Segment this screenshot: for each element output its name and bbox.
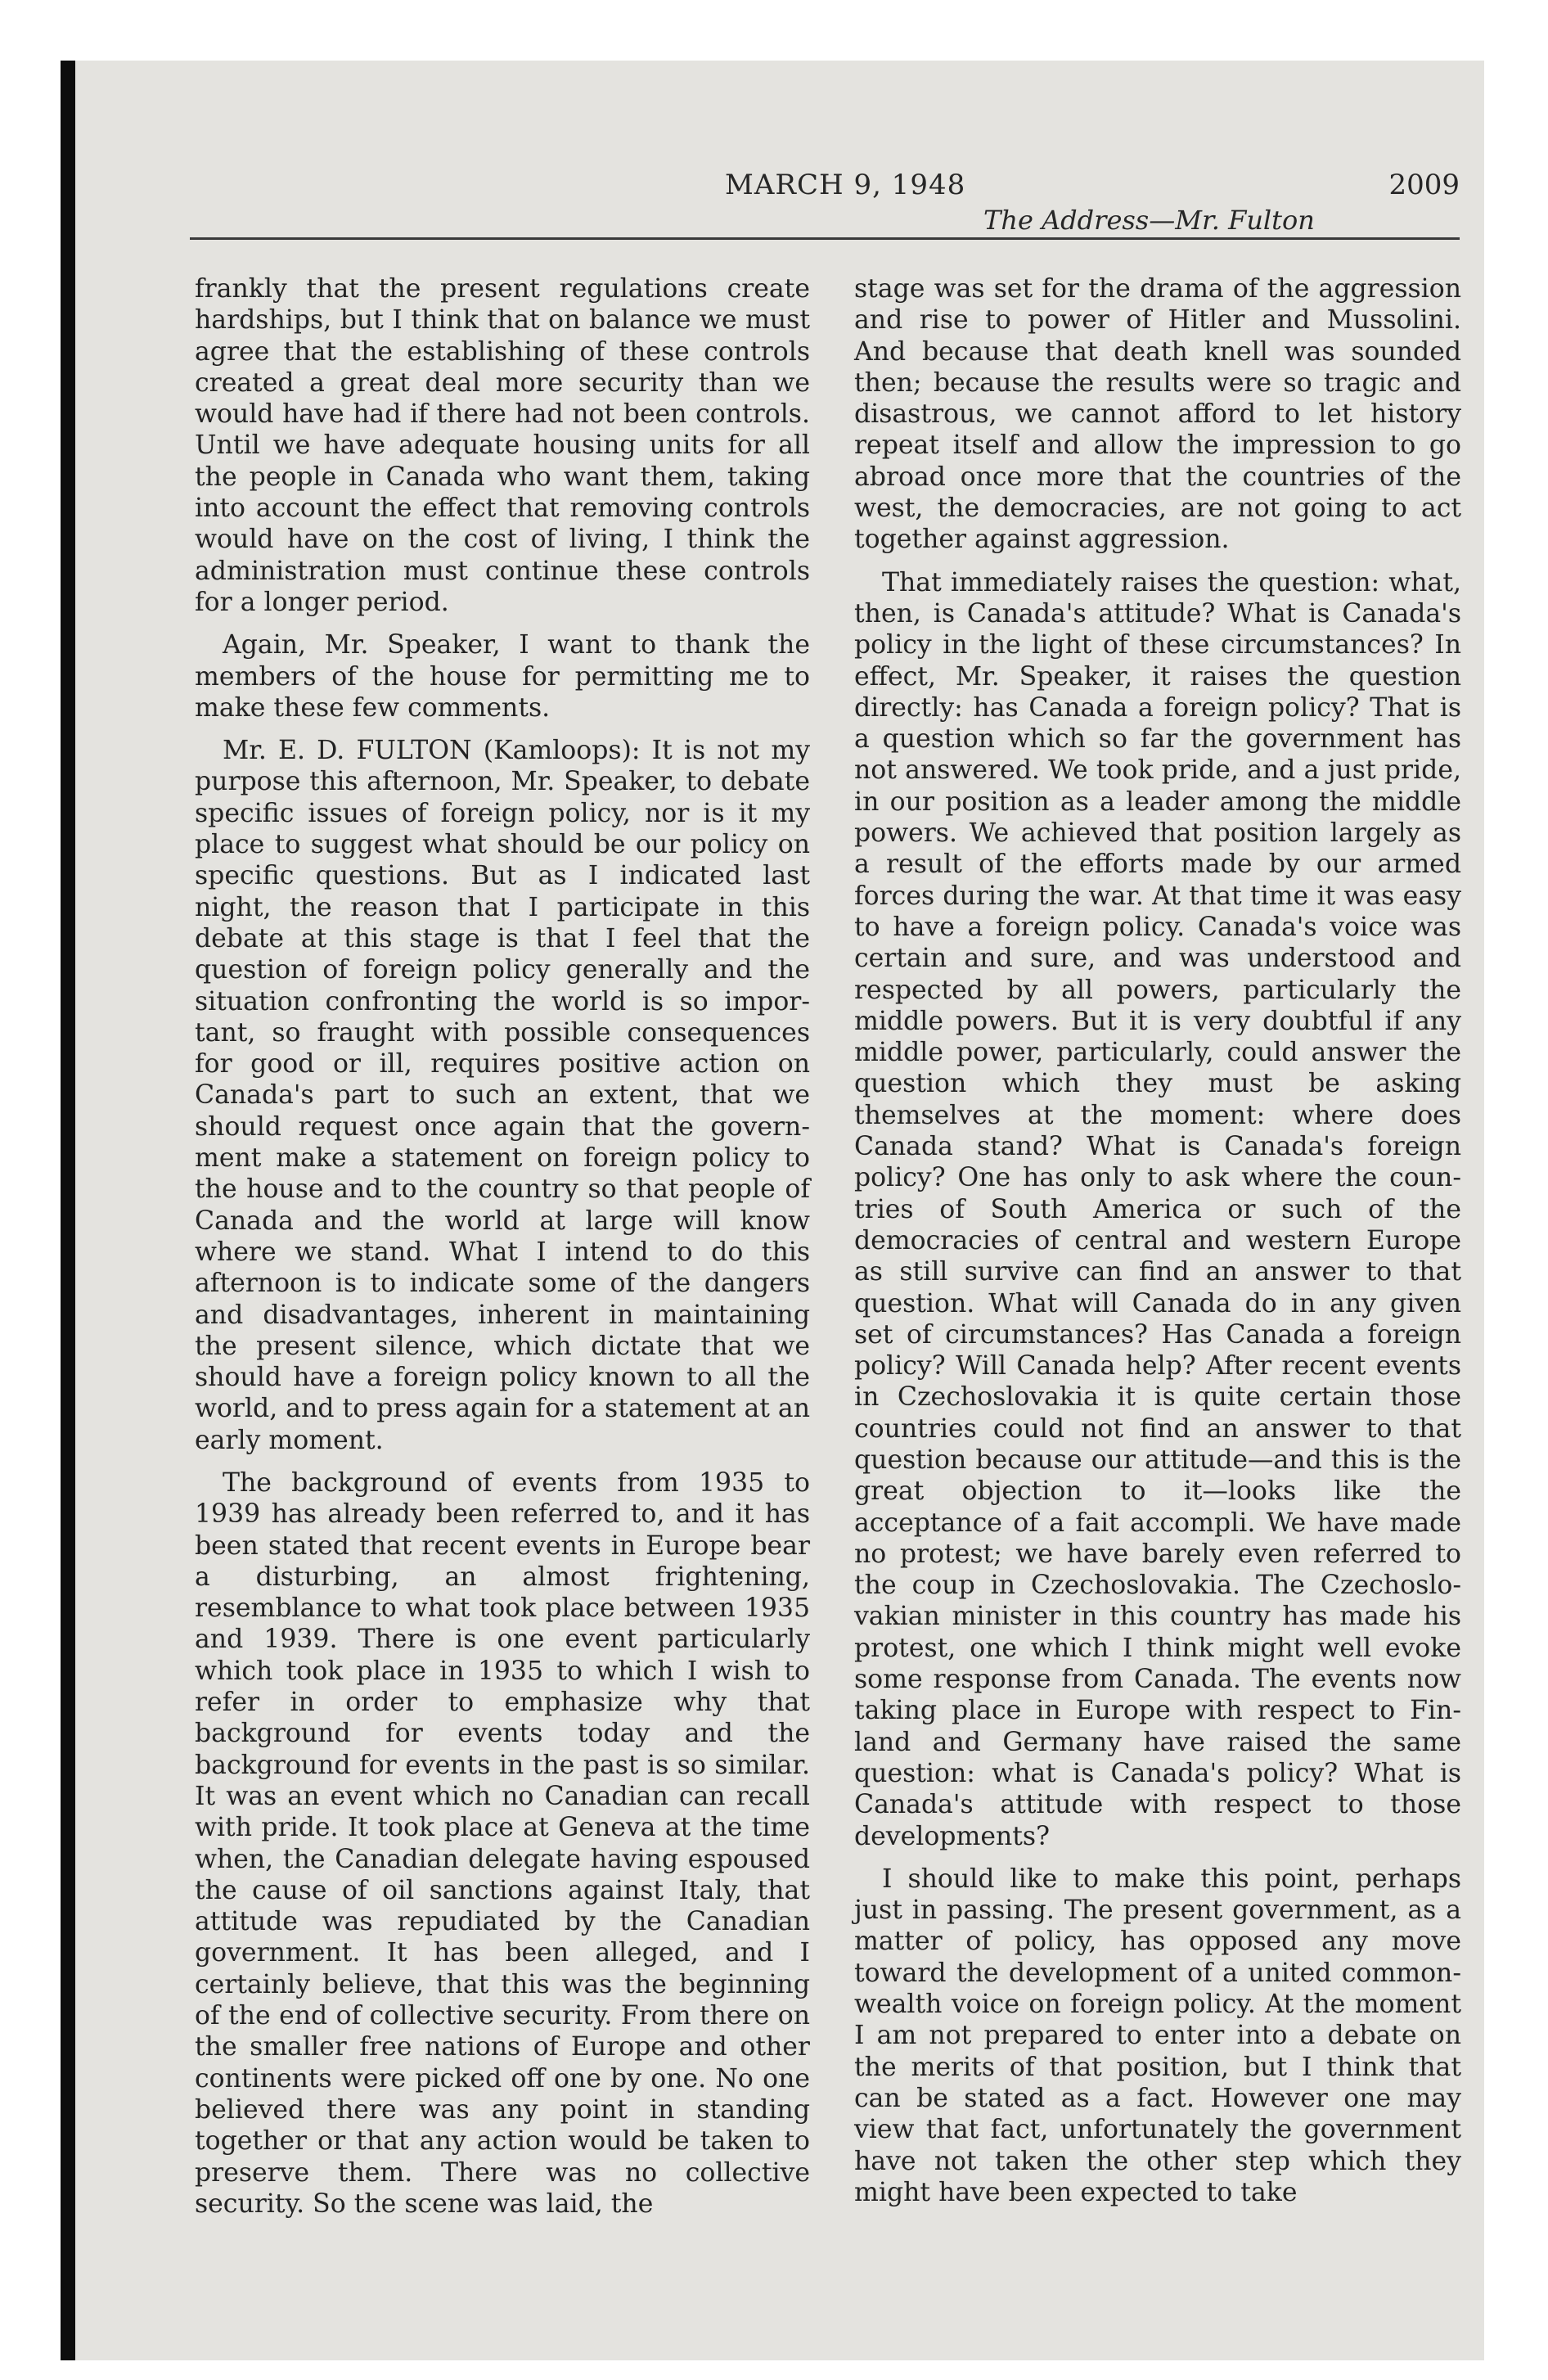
page-header: [193, 169, 1460, 234]
header-date: MARCH 9, 1948: [725, 169, 966, 201]
paragraph: That immediately raises the question: what, then, is Canada's attitude? What is Canada's policy in the light of these circumstances? In effect, Mr. Speaker, it raises the question directly: has Canada a foreign policy? That is a question which so far the government has not answered. We took pride, and a just pride, in our position as a leader among the middle powers. We achieved that position largely as a result of the efforts made by our armed forces during the war. At that time it was easy to have a foreign policy. Canada's voice was certain and sure, and was understood and respected by all powers, particularly the middle powers. But it is very doubtful if any middle power, particularly, could answer the question which they must be asking themselves at the moment: where does Canada stand? What is Canada's foreign policy? One has only to ask where the countries of South America or such of the democracies of central and western Europe as still survive can find an answer to that question. What will Canada do in any given set of circumstances? Has Canada a foreign policy? Will Canada help? After recent events in Czechoslovakia it is quite certain those countries could not find an answer to that question because our attitude—and this is the great objection to it—looks like the acceptance of a fait accompli. We have made no protest; we have barely even referred to the coup in Czechoslovakia. The Czechoslovakian minister in this country has made his protest, one which I think might well evoke some response from Canada. The events now taking place in Europe with respect to Finland and Germany have raised the same question: what is Canada's policy? What is Canada's attitude with respect to those developments?: [854, 567, 1461, 1851]
paragraph: frankly that the present regulations create hardships, but I think that on balance we must agree that the establishing of these controls created a great deal more security than we would have had if there had not been controls. Until we have adequate housing units for all the people in Canada who want them, taking into account the effect that removing controls would have on the cost of living, I think the administration must continue these controls for a longer period.: [195, 274, 810, 617]
page-number: 2009: [1388, 169, 1460, 201]
paragraph: stage was set for the drama of the aggression and rise to power of Hitler and Mussolini. And because that death knell was sounded then; because the results were so tragic and disastrous, we cannot afford to let history repeat itself and allow the impression to go abroad once more that the countries of the west, the democracies, are not going to act together against aggression.: [854, 274, 1461, 555]
paragraph: Mr. E. D. FULTON (Kamloops): It is not my purpose this afternoon, Mr. Speaker, to debate specific issues of foreign policy, nor is it my place to suggest what should be our policy on specific questions. But as I indicated last night, the reason that I participate in this debate at this stage is that I feel that the question of foreign policy generally and the situation confronting the world is so important, so fraught with possible consequences for good or ill, requires positive action on Canada's part to such an extent, that we should request once again that the government make a statement on foreign policy to the house and to the country so that people of Canada and the world at large will know where we stand. What I intend to do this afternoon is to indicate some of the dangers and disadvantages, inherent in maintaining the present silence, which dictate that we should have a foreign policy known to all the world, and to press again for a statement at an early moment.: [195, 736, 810, 1455]
paragraph: I should like to make this point, perhaps just in passing. The present government, as a matter of policy, has opposed any move toward the development of a united commonwealth voice on foreign policy. At the moment I am not prepared to enter into a debate on the merits of that position, but I think that can be stated as a fact. However one may view that fact, unfortunately the government have not taken the other step which they might have been expected to take: [854, 1864, 1461, 2207]
paragraph: The background of events from 1935 to 1939 has already been referred to, and it has been stated that recent events in Europe bear a disturbing, an almost frightening, resemblance to what took place between 1935 and 1939. There is one event particularly which took place in 1935 to which I wish to refer in order to emphasize why that background for events today and the background for events in the past is so similar. It was an event which no Canadian can recall with pride. It took place at Geneva at the time when, the Canadian delegate having espoused the cause of oil sanctions against Italy, that attitude was repudiated by the Canadian government. It has been alleged, and I certainly believe, that this was the beginning of the end of collective security. From there on the smaller free nations of Europe and other continents were picked off one by one. No one believed there was any point in standing together or that any action would be taken to preserve them. There was no collective security. So the scene was laid, the: [195, 1467, 810, 2219]
header-rule: [190, 237, 1460, 240]
running-title: The Address—Mr. Fulton: [983, 205, 1315, 236]
right-column: [854, 273, 1461, 2208]
paragraph: Again, Mr. Speaker, I want to thank the members of the house for permitting me to make these few comments.: [195, 630, 810, 723]
page-binding-edge: [61, 61, 75, 2360]
left-column: [195, 273, 810, 2220]
